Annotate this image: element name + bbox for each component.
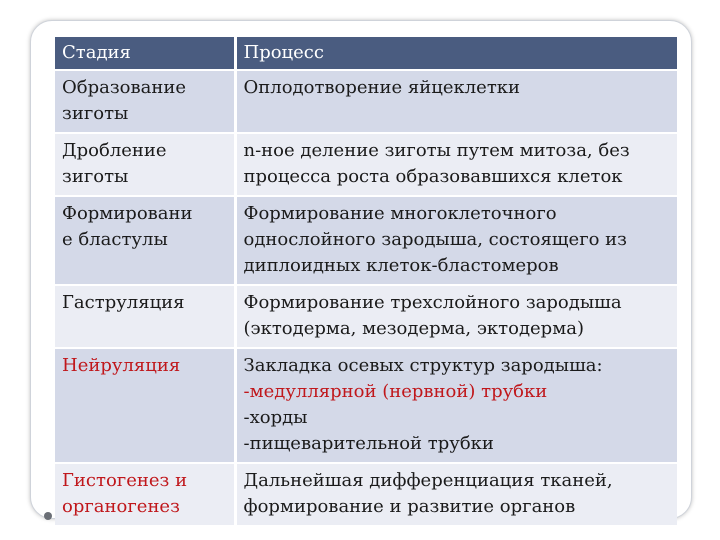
table-row — [55, 133, 677, 196]
process-cell: Закладка осевых структур зародыша: -медуллярной (нервной) трубки -хорды -пищеварительной трубки — [235, 348, 677, 463]
embryogenesis-stages-table — [55, 37, 677, 527]
table-row — [55, 285, 677, 348]
stage-cell: Дробление зиготы — [55, 133, 235, 196]
table-row — [55, 70, 677, 133]
process-cell: Формирование трехслойного зародыша (эктодерма, мезодерма, эктодерма) — [235, 285, 677, 348]
process-cell: n-ное деление зиготы путем митоза, без процесса роста образовавшихся клеток — [235, 133, 677, 196]
process-cell: Оплодотворение яйцеклетки — [235, 70, 677, 133]
stage-cell: Гистогенез и органогенез — [55, 463, 235, 526]
stage-cell: Формировани е бластулы — [55, 196, 235, 285]
header-stage: Стадия — [55, 37, 235, 70]
stage-cell: Гаструляция — [55, 285, 235, 348]
header-process: Процесс — [235, 37, 677, 70]
stage-cell: Нейруляция — [55, 348, 235, 463]
process-cell: Дальнейшая дифференциация тканей, формирование и развитие органов — [235, 463, 677, 526]
process-cell: Формирование многоклеточного однослойного зародыша, состоящего из диплоидных клеток-бластомеров — [235, 196, 677, 285]
table-row — [55, 196, 677, 285]
table-header-row — [55, 37, 677, 70]
stage-cell: Образование зиготы — [55, 70, 235, 133]
table-row — [55, 463, 677, 526]
table-row — [55, 348, 677, 463]
frame-dot-bottom-left — [44, 512, 52, 520]
